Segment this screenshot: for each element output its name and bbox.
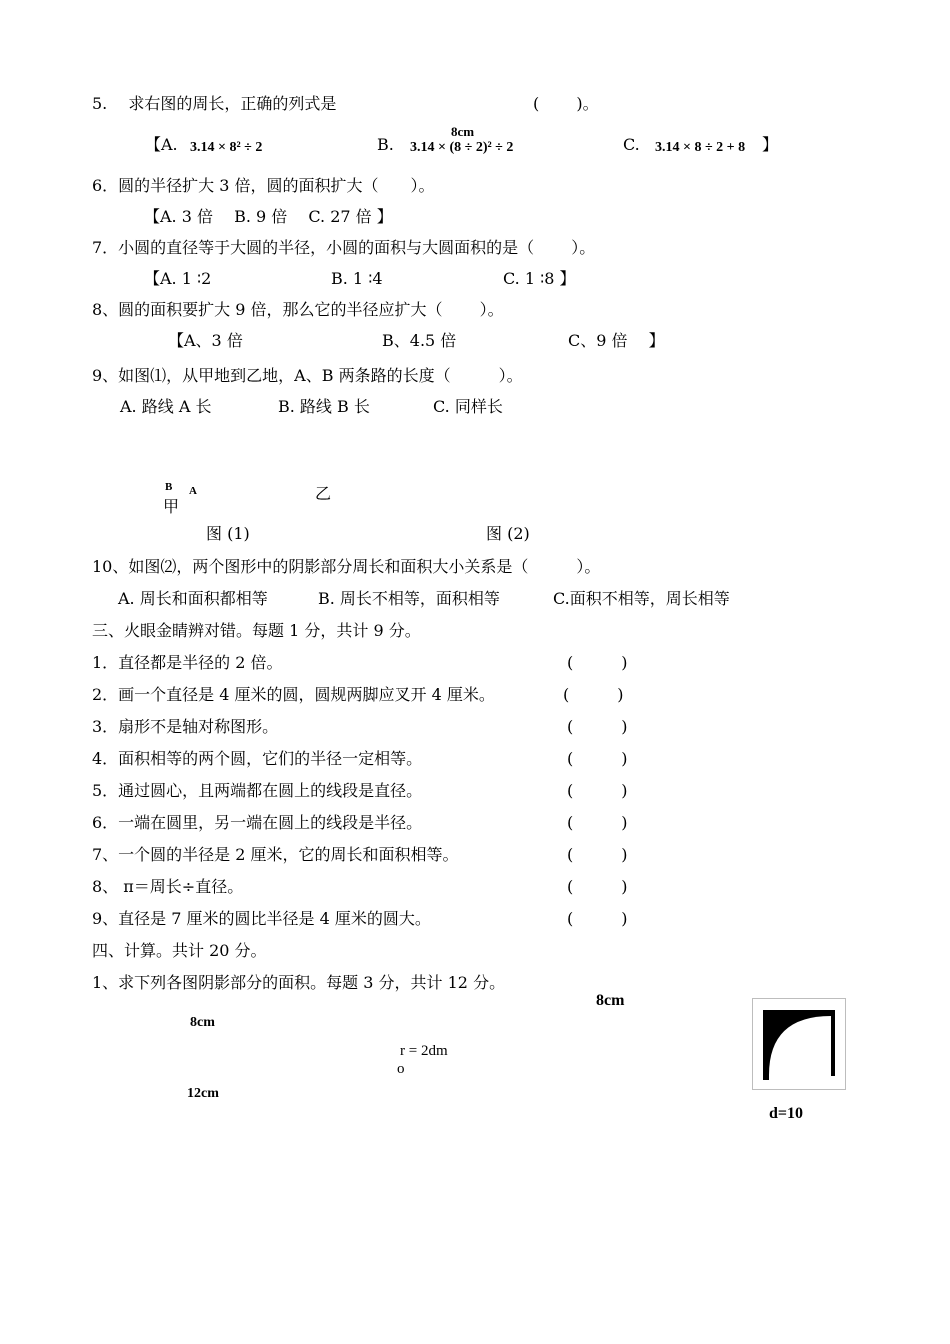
tf-item-1: 1．直径都是半径的 2 倍。: [92, 653, 283, 672]
q5-answer-blank: ( )。: [533, 94, 599, 113]
q6-options: 【A. 3 倍 B. 9 倍 C. 27 倍 】: [144, 207, 393, 226]
tf-item-2: 2．画一个直径是 4 厘米的圆，圆规两脚应叉开 4 厘米。: [92, 685, 495, 704]
tf-answer-1: ( ): [567, 653, 628, 672]
q9-option-a: A. 路线 A 长: [120, 397, 212, 416]
q5-option-b-formula: 3.14 × (8 ÷ 2)² ÷ 2: [410, 140, 514, 155]
tf-answer-5: ( ): [567, 781, 628, 800]
q10-option-b: B. 周长不相等，面积相等: [318, 589, 500, 608]
fig3-label: 8cm: [596, 992, 625, 1009]
section4-sub1: 1、求下列各图阴影部分的面积。每题 3 分，共计 12 分。: [92, 973, 506, 992]
tf-answer-2: ( ): [563, 685, 624, 704]
quarter-circle-figure-svg: [753, 999, 845, 1089]
fig1-bottom-label: 12cm: [187, 1086, 219, 1101]
tf-answer-4: ( ): [567, 749, 628, 768]
fig4-label: d=10: [769, 1105, 804, 1122]
q7-option-c: C. 1 ∶8 】: [503, 269, 576, 288]
tf-answer-9: ( ): [567, 909, 628, 928]
figure-1-caption: 图 (1): [206, 524, 250, 543]
q9-stem: 9、如图⑴，从甲地到乙地，A、B 两条路的长度（ ）。: [92, 366, 523, 385]
q9-option-b: B. 路线 B 长: [278, 397, 370, 416]
fig2-radius-label: r = 2dm: [400, 1043, 448, 1059]
tf-item-9: 9、直径是 7 厘米的圆比半径是 4 厘米的圆大。: [92, 909, 431, 928]
tf-answer-6: ( ): [567, 813, 628, 832]
q7-option-a: 【A. 1 ∶2: [144, 269, 212, 288]
tf-item-6: 6．一端在圆里，另一端在圆上的线段是半径。: [92, 813, 423, 832]
fig1-top-label: 8cm: [190, 1015, 215, 1030]
q8-option-b: B、4.5 倍: [382, 331, 457, 350]
fig1-label-jia: 甲: [163, 497, 180, 516]
q10-option-a: A. 周长和面积都相等: [118, 589, 268, 608]
tf-item-7: 7、一个圆的半径是 2 厘米，它的周长和面积相等。: [92, 845, 459, 864]
q8-option-c: C、9 倍 】: [568, 331, 665, 350]
section3-title: 三、火眼金睛辨对错。每题 1 分，共计 9 分。: [92, 621, 421, 640]
q5-figure-label: 8cm: [451, 124, 475, 139]
section4-title: 四、计算。共计 20 分。: [92, 941, 267, 960]
fig1-label-a: A: [189, 485, 197, 497]
tf-item-3: 3．扇形不是轴对称图形。: [92, 717, 279, 736]
q10-stem: 10、如图⑵，两个图形中的阴影部分周长和面积大小关系是（ ）。: [92, 557, 601, 576]
shaded-quarter-figure: [752, 998, 846, 1090]
q5-stem: 5. 求右图的周长，正确的列式是: [92, 94, 337, 113]
q5-option-c-label: C.: [623, 135, 640, 154]
figure-base-notch: [763, 1076, 769, 1080]
q8-option-a: 【A、3 倍: [168, 331, 243, 350]
tf-answer-8: ( ): [567, 877, 628, 896]
q5-option-b-label: B.: [377, 135, 394, 154]
tf-item-5: 5．通过圆心，且两端都在圆上的线段是直径。: [92, 781, 423, 800]
fig2-center-label: o: [397, 1061, 405, 1077]
q10-option-c: C.面积不相等，周长相等: [553, 589, 730, 608]
fig1-label-b: B: [165, 481, 173, 493]
q5-option-a-formula: 3.14 × 8² ÷ 2: [190, 140, 263, 155]
tf-item-8: 8、 π＝周长÷直径。: [92, 877, 244, 896]
tf-answer-3: ( ): [567, 717, 628, 736]
q8-stem: 8、圆的面积要扩大 9 倍，那么它的半径应扩大（ ）。: [92, 300, 504, 319]
tf-item-4: 4．面积相等的两个圆，它们的半径一定相等。: [92, 749, 423, 768]
q6-stem: 6．圆的半径扩大 3 倍，圆的面积扩大（ ）。: [92, 176, 435, 195]
q5-close-bracket: 】: [762, 135, 779, 154]
tf-answer-7: ( ): [567, 845, 628, 864]
q7-option-b: B. 1 ∶4: [331, 269, 383, 288]
fig1-label-yi: 乙: [315, 484, 332, 503]
q5-option-a-label: 【A.: [145, 135, 178, 154]
q9-option-c: C. 同样长: [433, 397, 503, 416]
q7-stem: 7．小圆的直径等于大圆的半径，小圆的面积与大圆面积的是（ ）。: [92, 238, 596, 257]
q5-option-c-formula: 3.14 × 8 ÷ 2 + 8: [655, 140, 746, 155]
figure-2-caption: 图 (2): [486, 524, 530, 543]
